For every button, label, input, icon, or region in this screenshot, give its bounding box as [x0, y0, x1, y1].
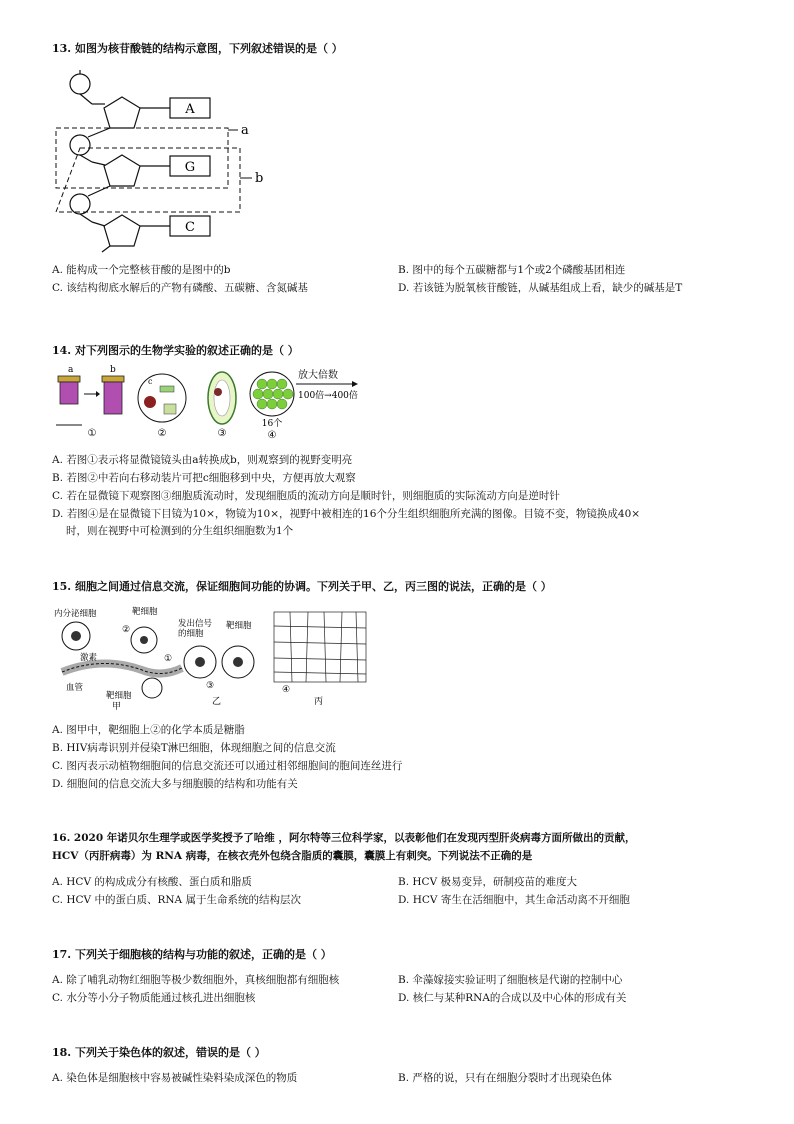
lens-a-label: a	[68, 365, 74, 375]
q15-option-d[interactable]: D. 细胞间的信息交流大多与细胞膜的结构和功能有关	[52, 778, 298, 790]
q15-cell-signaling-figure	[52, 606, 372, 712]
secrete-cell-label: 内分泌细胞	[54, 609, 97, 619]
signal-label-1: 发出信号	[178, 619, 213, 629]
lens-b-label: b	[110, 365, 116, 375]
q15-option-a[interactable]: A. 图甲中，靶细胞上②的化学本质是糖脂	[52, 724, 245, 736]
q13-option-a[interactable]: A. 能构成一个完整核苷酸的是图中的b	[52, 264, 231, 276]
q16-option-c[interactable]: C. HCV 中的蛋白质、RNA 属于生命系统的结构层次	[52, 894, 301, 906]
q17-option-b[interactable]: B. 伞藻嫁接实验证明了细胞核是代谢的控制中心	[398, 974, 623, 986]
q14-option-d-line1[interactable]: D. 若图④是在显微镜下目镜为10×，物镜为10×，视野中被相连的16个分生组织细胞所充满的图像。目镜不变，物镜换成40×	[52, 508, 641, 520]
bing-label: 丙	[314, 697, 324, 707]
fig-2-label: ②	[157, 428, 167, 439]
base-c-label: C	[185, 220, 195, 235]
circle2-label: ②	[122, 625, 131, 635]
circle4-label: ④	[282, 685, 291, 695]
q15-stem: 15. 细胞之间通过信息交流，保证细胞间功能的协调。下列关于甲、乙，丙三图的说法，正确的是（ ）	[52, 580, 552, 593]
q17-stem: 17. 下列关于细胞核的结构与功能的叙述，正确的是（ ）	[52, 948, 332, 961]
q13-option-b[interactable]: B. 图中的每个五碳糖都与1个或2个磷酸基团相连	[398, 264, 626, 276]
q14-option-c[interactable]: C. 若在显微镜下观察图③细胞质流动时，发现细胞质的流动方向是顺时针，则细胞质的实际流动方向是逆时针	[52, 490, 560, 502]
mag-title: 放大倍数	[298, 370, 338, 381]
fig-3-label: ③	[217, 428, 227, 439]
q14-option-a[interactable]: A. 若图①表示将显微镜镜头由a转换成b，则观察到的视野变明亮	[52, 454, 353, 466]
q15-option-b[interactable]: B. HIV病毒识别并侵染T淋巴细胞，体现细胞之间的信息交流	[52, 742, 336, 754]
q16-stem-line1: 16. 2020 年诺贝尔生理学或医学奖授予了哈维 ，阿尔特等三位科学家，以表彰他们在发现丙型肝炎病毒方面所做出的贡献，	[52, 832, 636, 844]
q13-nucleotide-chain-figure	[50, 70, 280, 252]
q17-option-c[interactable]: C. 水分等小分子物质能通过核孔进出细胞核	[52, 992, 256, 1004]
q16-option-a[interactable]: A. HCV 的构成成分有核酸、蛋白质和脂质	[52, 876, 252, 888]
mag-range: 100倍→400倍	[298, 391, 358, 401]
q18-stem: 18. 下列关于染色体的叙述，错误的是（ ）	[52, 1046, 266, 1059]
q16-stem-line2: HCV（丙肝病毒）为 RNA 病毒，在核衣壳外包绕含脂质的囊膜，囊膜上有刺突。下列说法不正确的是	[52, 850, 533, 862]
q14-option-d-line2[interactable]: 时，则在视野中可检测到的分生组织细胞数为1个	[66, 525, 294, 537]
q13-option-c[interactable]: C. 该结构彻底水解后的产物有磷酸、五碳糖、含氮碱基	[52, 282, 308, 294]
q14-microscope-figure	[52, 362, 372, 442]
q15-option-c[interactable]: C. 图丙表示动植物细胞间的信息交流还可以通过相邻细胞间的胞间连丝进行	[52, 760, 403, 772]
cell-c-label: c	[148, 377, 153, 386]
box-b-label: b	[255, 171, 264, 186]
q18-option-a[interactable]: A. 染色体是细胞核中容易被碱性染料染成深色的物质	[52, 1072, 298, 1084]
jia-label: 甲	[112, 702, 122, 712]
base-g-label: G	[184, 160, 196, 175]
q14-stem: 14. 对下列图示的生物学实验的叙述正确的是（ ）	[52, 344, 299, 357]
fig-4-label: ④	[267, 430, 277, 441]
circle3-label: ③	[206, 681, 215, 691]
count-label: 16个	[261, 419, 283, 429]
hormone-label: 激素	[80, 653, 98, 663]
q13-stem: 13. 如图为核苷酸链的结构示意图，下列叙述错误的是（ ）	[52, 42, 343, 55]
q17-option-d[interactable]: D. 核仁与某种RNA的合成以及中心体的形成有关	[398, 992, 627, 1004]
q16-option-d[interactable]: D. HCV 寄生在活细胞中，其生命活动离不开细胞	[398, 894, 630, 906]
vessel-label: 血管	[66, 683, 84, 693]
target1-label: 靶细胞	[132, 607, 158, 617]
q13-option-d[interactable]: D. 若该链为脱氧核苷酸链，从碱基组成上看，缺少的碱基是T	[398, 282, 683, 294]
signal-label-2: 的细胞	[178, 629, 204, 639]
fig-1-label: ①	[87, 428, 97, 439]
base-a-label: A	[185, 102, 195, 117]
target3-label: 靶细胞	[226, 621, 252, 631]
circle1-label: ①	[164, 654, 173, 664]
yi-label: 乙	[212, 697, 222, 707]
box-a-label: a	[241, 123, 249, 138]
q17-option-a[interactable]: A. 除了哺乳动物红细胞等极少数细胞外，真核细胞都有细胞核	[52, 974, 340, 986]
dashed-box-a	[56, 128, 228, 188]
q14-option-b[interactable]: B. 若图②中若向右移动装片可把c细胞移到中央，方便再放大观察	[52, 472, 356, 484]
target2-label: 靶细胞	[106, 691, 132, 701]
q16-option-b[interactable]: B. HCV 极易变异，研制疫苗的难度大	[398, 876, 578, 888]
q18-option-b[interactable]: B. 严格的说，只有在细胞分裂时才出现染色体	[398, 1072, 612, 1084]
